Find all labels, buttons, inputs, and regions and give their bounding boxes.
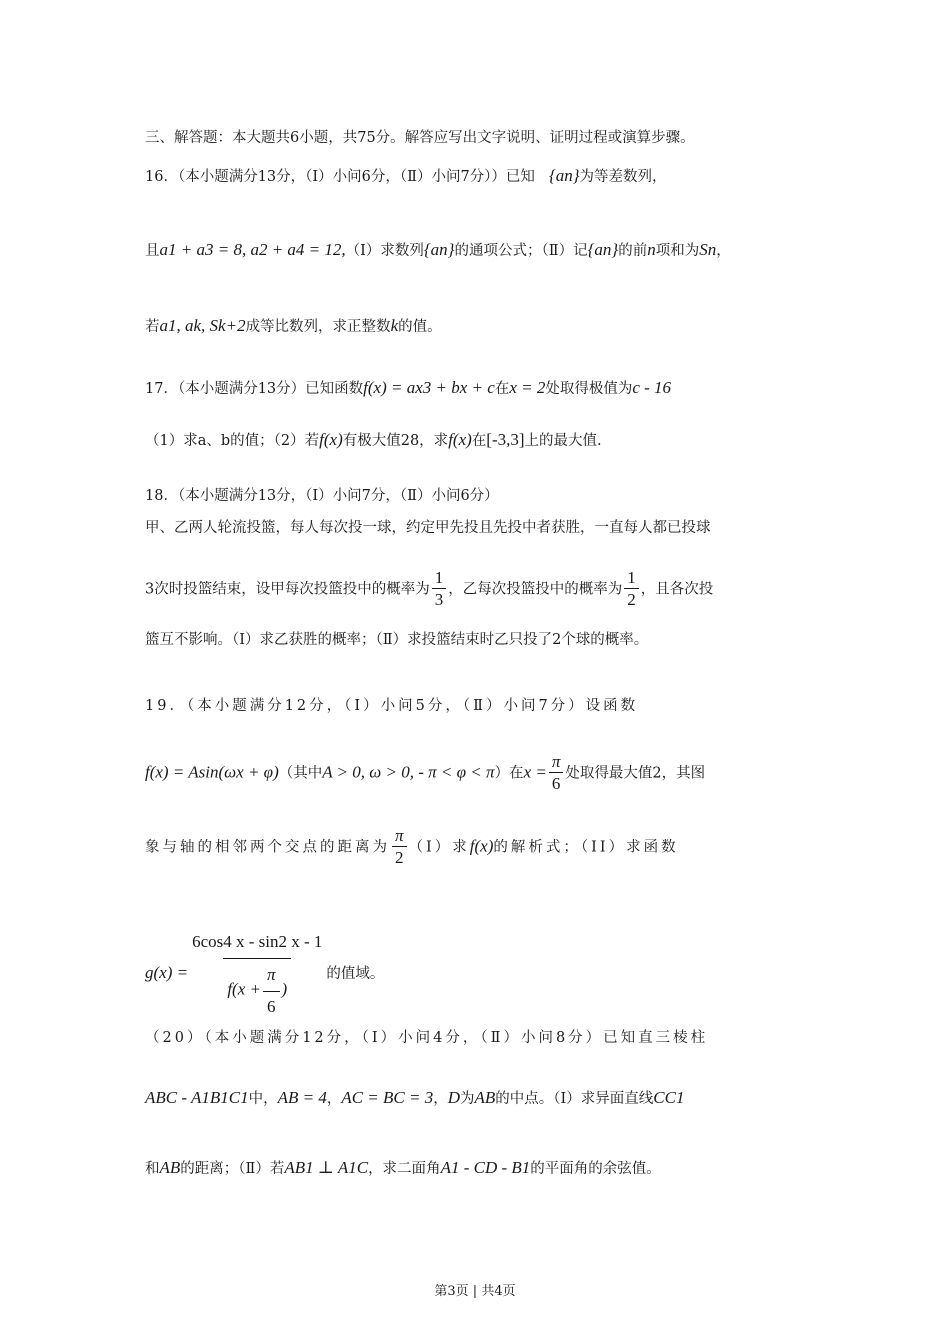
q19-g-function: g(x) =: [145, 963, 189, 982]
q17-math: [-3,3]: [486, 430, 525, 449]
fraction-denominator: 3: [432, 588, 447, 611]
q19-math: ): [281, 979, 288, 999]
fraction-numerator: π: [395, 826, 404, 845]
q16-text: 若: [145, 319, 160, 335]
q20-text: 为: [460, 1091, 475, 1107]
q19-fraction-2: [392, 826, 407, 869]
q19-text: （其中: [278, 765, 323, 782]
q18-fraction-1: [432, 568, 447, 611]
q18-line-4: 篮互不影响。（Ⅰ）求乙获胜的概率；（Ⅱ）求投篮结束时乙只投了2个球的概率。: [145, 632, 649, 648]
q19-condition: A > 0, ω > 0, - π < φ < π: [322, 762, 495, 782]
q17-math: c - 16: [632, 378, 672, 397]
q16-line-1: [145, 166, 667, 187]
q19-line-3: [145, 826, 679, 869]
q17-text: 在: [471, 433, 487, 449]
page-footer: 第3页 | 共4页: [434, 1284, 516, 1299]
q16-math: Sn: [699, 240, 717, 259]
q17-text: 有极大值28，求: [342, 433, 449, 449]
q20-math: A1 - CD - B1: [440, 1158, 531, 1177]
q19-math: f(x +: [227, 979, 261, 999]
q18-line-3: [145, 568, 713, 611]
q20-text: 中，: [248, 1091, 278, 1107]
q16-math: a1, ak, Sk+2: [159, 316, 246, 335]
q16-math: {an}: [423, 240, 455, 259]
q16-intro: 16．（本小题满分13分，（Ⅰ）小问6分，（Ⅱ）小问7分））已知: [145, 169, 535, 185]
q19-text: 的值域。: [326, 966, 385, 982]
q18-text: ，且各次投: [640, 581, 714, 598]
q20-line-2: [145, 1088, 684, 1109]
q16-math: n: [647, 240, 656, 259]
fraction-denominator: [223, 958, 291, 1018]
q20-math: CC1: [653, 1088, 685, 1107]
q18-text: ，乙每次投篮投中的概率为: [448, 581, 623, 598]
q19-text: ）在: [494, 765, 524, 782]
fraction-denominator: 6: [549, 772, 564, 795]
q16-math: {an}: [587, 240, 619, 259]
q20-math: AB: [474, 1088, 496, 1107]
q17-text: 处取得极值为: [545, 381, 633, 397]
fraction-numerator: 6cos4 x - sin2 x - 1: [192, 932, 323, 951]
q19-line-4: [145, 930, 384, 1018]
q17-math: x = 2: [509, 378, 546, 397]
q16-text: ，: [716, 243, 731, 259]
q17-math: f(x): [319, 430, 343, 449]
q20-line-3: [145, 1158, 661, 1179]
q20-text: 的中点。（Ⅰ）求异面直线: [495, 1091, 654, 1107]
q20-math: AC = BC = 3: [341, 1088, 434, 1107]
q16-text: 成等比数列，求正整数: [245, 319, 391, 335]
fraction-denominator: 2: [392, 846, 407, 869]
q19-text: 的解析式；（II）求函数: [493, 839, 679, 856]
q20-math: AB = 4: [277, 1088, 327, 1107]
q20-text: 和: [145, 1161, 160, 1177]
q17-function: f(x) = ax3 + bx + c: [363, 378, 495, 397]
q16-condition: a1 + a3 = 8, a2 + a4 = 12,: [159, 240, 346, 259]
q16-text: 的前: [618, 243, 648, 259]
fraction-numerator: π: [266, 965, 276, 984]
q18-fraction-2: [624, 568, 639, 611]
q19-line-2: [145, 752, 705, 795]
q17-line-2: [145, 430, 602, 451]
q19-text: 象与轴的相邻两个交点的距离为: [145, 839, 390, 856]
section-header: 三、解答题：本大题共6小题，共75分。解答应写出文字说明、证明过程或演算步骤。: [145, 130, 695, 146]
q16-text: 且: [145, 243, 160, 259]
q17-line-1: [145, 378, 671, 399]
q19-line-1: 19．（本小题满分12分，（Ⅰ）小问5分，（Ⅱ）小问7分）设函数: [145, 698, 639, 714]
q16-text: （Ⅰ）求数列: [345, 243, 424, 259]
fraction-numerator: 1: [627, 568, 636, 587]
q16-sequence: {an}: [548, 166, 580, 185]
q16-text: 的通项公式；（Ⅱ）记: [454, 243, 588, 259]
q16-line-3: [145, 316, 442, 337]
q20-line-1: （20）（本小题满分12分，（Ⅰ）小问4分，（Ⅱ）小问8分）已知直三棱柱: [145, 1030, 709, 1046]
q16-line-2: [145, 240, 731, 261]
q17-math: f(x): [448, 430, 472, 449]
q19-text: 处取得最大值2，其图: [565, 765, 706, 782]
q20-math: D: [447, 1088, 460, 1107]
q16-text: 项和为: [655, 243, 700, 259]
q20-text: ，: [433, 1091, 448, 1107]
q20-text: ，: [326, 1091, 342, 1107]
q17-text: 17．（本小题满分13分）已知函数: [145, 381, 364, 397]
q17-text: （1）求a、b的值；（2）若: [145, 433, 320, 449]
q20-text: 的距离；（Ⅱ）若: [180, 1161, 285, 1177]
fraction-numerator: 1: [434, 568, 444, 587]
fraction-denominator: 6: [263, 991, 280, 1018]
q20-text: ，求二面角: [368, 1161, 441, 1177]
q17-text: 在: [494, 381, 510, 397]
q16-math: k: [390, 316, 399, 335]
q19-fraction-1: [549, 752, 564, 795]
q19-text: （I）求: [408, 839, 470, 856]
q20-math: AB1 ⊥ A1C: [284, 1158, 369, 1177]
q19-math: f(x): [469, 836, 494, 856]
q20-prism: ABC - A1B1C1: [145, 1088, 249, 1107]
fraction-numerator: π: [551, 752, 561, 771]
q18-line-2: 甲、乙两人轮流投篮，每人每次投一球，约定甲先投且先投中者获胜，一直每人都已投球: [145, 520, 711, 536]
q18-line-1: 18．（本小题满分13分，（Ⅰ）小问7分，（Ⅱ）小问6分）: [145, 488, 499, 504]
q18-text: 3次时投篮结束，设甲每次投篮投中的概率为: [145, 581, 430, 598]
q20-math: AB: [159, 1158, 181, 1177]
q19-math: x =: [523, 762, 547, 782]
q20-text: 的平面角的余弦值。: [530, 1161, 661, 1177]
q19-inner-fraction: [263, 963, 280, 1018]
q16-intro-end: 为等差数列，: [579, 169, 667, 185]
q16-text: 的值。: [398, 319, 442, 335]
q19-g-fraction: [188, 930, 326, 1018]
q17-text: 上的最大值.: [524, 433, 602, 449]
fraction-denominator: 2: [624, 588, 639, 611]
q19-function: f(x) = Asin(ωx + φ): [145, 762, 279, 782]
